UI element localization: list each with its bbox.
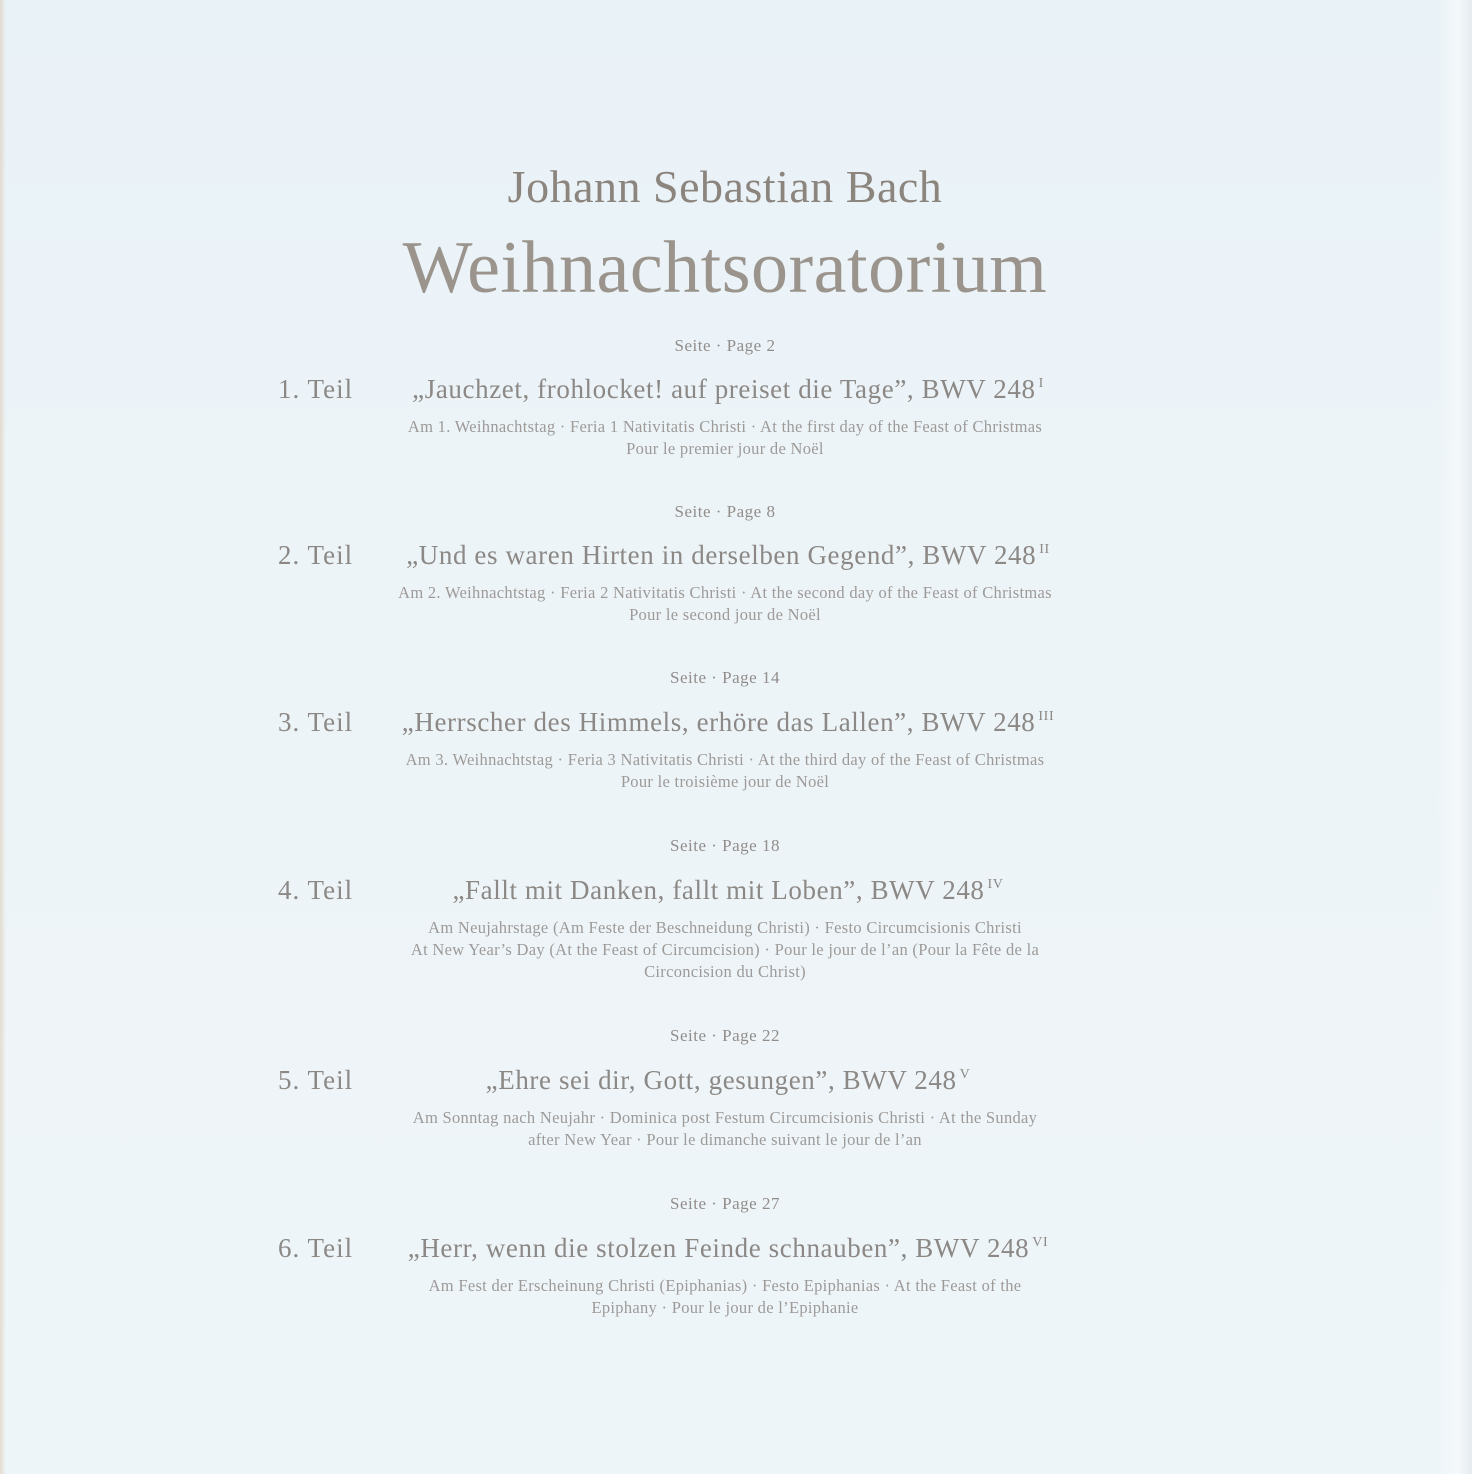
page-edge-right — [1438, 0, 1472, 1474]
description-line: Pour le premier jour de Noël — [626, 439, 824, 458]
part-number-6: 6. Teil — [278, 1233, 354, 1263]
part-title-6 — [360, 1233, 1096, 1264]
bwv-numeral: I — [1038, 376, 1044, 391]
description-line: Am Fest der Erscheinung Christi (Epiphanias) · Festo Epiphanias · At the Feast of the — [428, 1276, 1022, 1295]
bwv-numeral: IV — [987, 877, 1004, 892]
part-title-text: „Ehre sei dir, Gott, gesungen”, BWV 248 — [485, 1065, 957, 1095]
part-number-5: 5. Teil — [278, 1065, 354, 1095]
part-number-4: 4. Teil — [278, 875, 354, 905]
part-title-2 — [360, 540, 1096, 571]
description-line: Am Neujahrstage (Am Feste der Beschneidung Christi) · Festo Circumcisionis Christi — [428, 918, 1022, 937]
page-reference-6: Seite · Page 27 — [670, 1194, 780, 1213]
part-description-1 — [364, 416, 1086, 460]
part-title-text: „Jauchzet, frohlocket! auf preiset die Tage”, BWV 248 — [412, 374, 1036, 404]
page-reference-4: Seite · Page 18 — [670, 836, 780, 855]
part-title-3 — [360, 707, 1096, 738]
bwv-numeral: III — [1038, 709, 1055, 724]
part-title-1 — [360, 374, 1096, 405]
part-description-3 — [364, 749, 1086, 793]
part-description-4 — [364, 917, 1086, 983]
bwv-numeral: V — [959, 1067, 971, 1082]
page-reference-5: Seite · Page 22 — [670, 1026, 780, 1045]
part-title-text: „Herrscher des Himmels, erhöre das Lallen”, BWV 248 — [401, 707, 1036, 737]
description-line: Epiphany · Pour le jour de l’Epiphanie — [591, 1298, 859, 1317]
description-line: Pour le second jour de Noël — [629, 605, 821, 624]
description-line: At New Year’s Day (At the Feast of Circumcision) · Pour le jour de l’an (Pour la Fête de la — [410, 940, 1040, 959]
bwv-numeral: II — [1039, 542, 1050, 557]
bwv-numeral: VI — [1032, 1235, 1049, 1250]
work-title: Weihnachtsoratorium — [402, 227, 1048, 309]
description-line: Am 3. Weihnachtstag · Feria 3 Nativitatis Christi · At the third day of the Feast of Christmas — [405, 750, 1045, 769]
page-reference-2: Seite · Page 8 — [674, 502, 776, 521]
composer-name: Johann Sebastian Bach — [507, 161, 943, 212]
part-description-6 — [364, 1275, 1086, 1319]
description-line: Pour le troisième jour de Noël — [620, 772, 830, 791]
part-title-text: „Und es waren Hirten in derselben Gegend”, BWV 248 — [406, 540, 1037, 570]
description-line: after New Year · Pour le dimanche suivant le jour de l’an — [528, 1130, 922, 1149]
part-description-5 — [364, 1107, 1086, 1151]
part-title-5 — [360, 1065, 1096, 1096]
page-reference-1: Seite · Page 2 — [674, 336, 776, 355]
part-title-text: „Fallt mit Danken, fallt mit Loben”, BWV 248 — [452, 875, 985, 905]
part-number-2: 2. Teil — [278, 540, 354, 570]
part-number-3: 3. Teil — [278, 707, 354, 737]
description-line: Am Sonntag nach Neujahr · Dominica post Festum Circumcisionis Christi · At the Sunday — [412, 1108, 1038, 1127]
description-line: Am 2. Weihnachtstag · Feria 2 Nativitatis Christi · At the second day of the Feast of Christmas — [398, 583, 1052, 602]
page-reference-3: Seite · Page 14 — [670, 668, 780, 687]
page-edge-left — [0, 0, 6, 1474]
part-title-text: „Herr, wenn die stolzen Feinde schnauben”, BWV 248 — [407, 1233, 1030, 1263]
part-number-1: 1. Teil — [278, 374, 354, 404]
part-title-4 — [360, 875, 1096, 906]
part-description-2 — [364, 582, 1086, 626]
description-line: Circoncision du Christ) — [644, 962, 806, 981]
description-line: Am 1. Weihnachtstag · Feria 1 Nativitatis Christi · At the first day of the Feast of Christmas — [407, 417, 1043, 436]
